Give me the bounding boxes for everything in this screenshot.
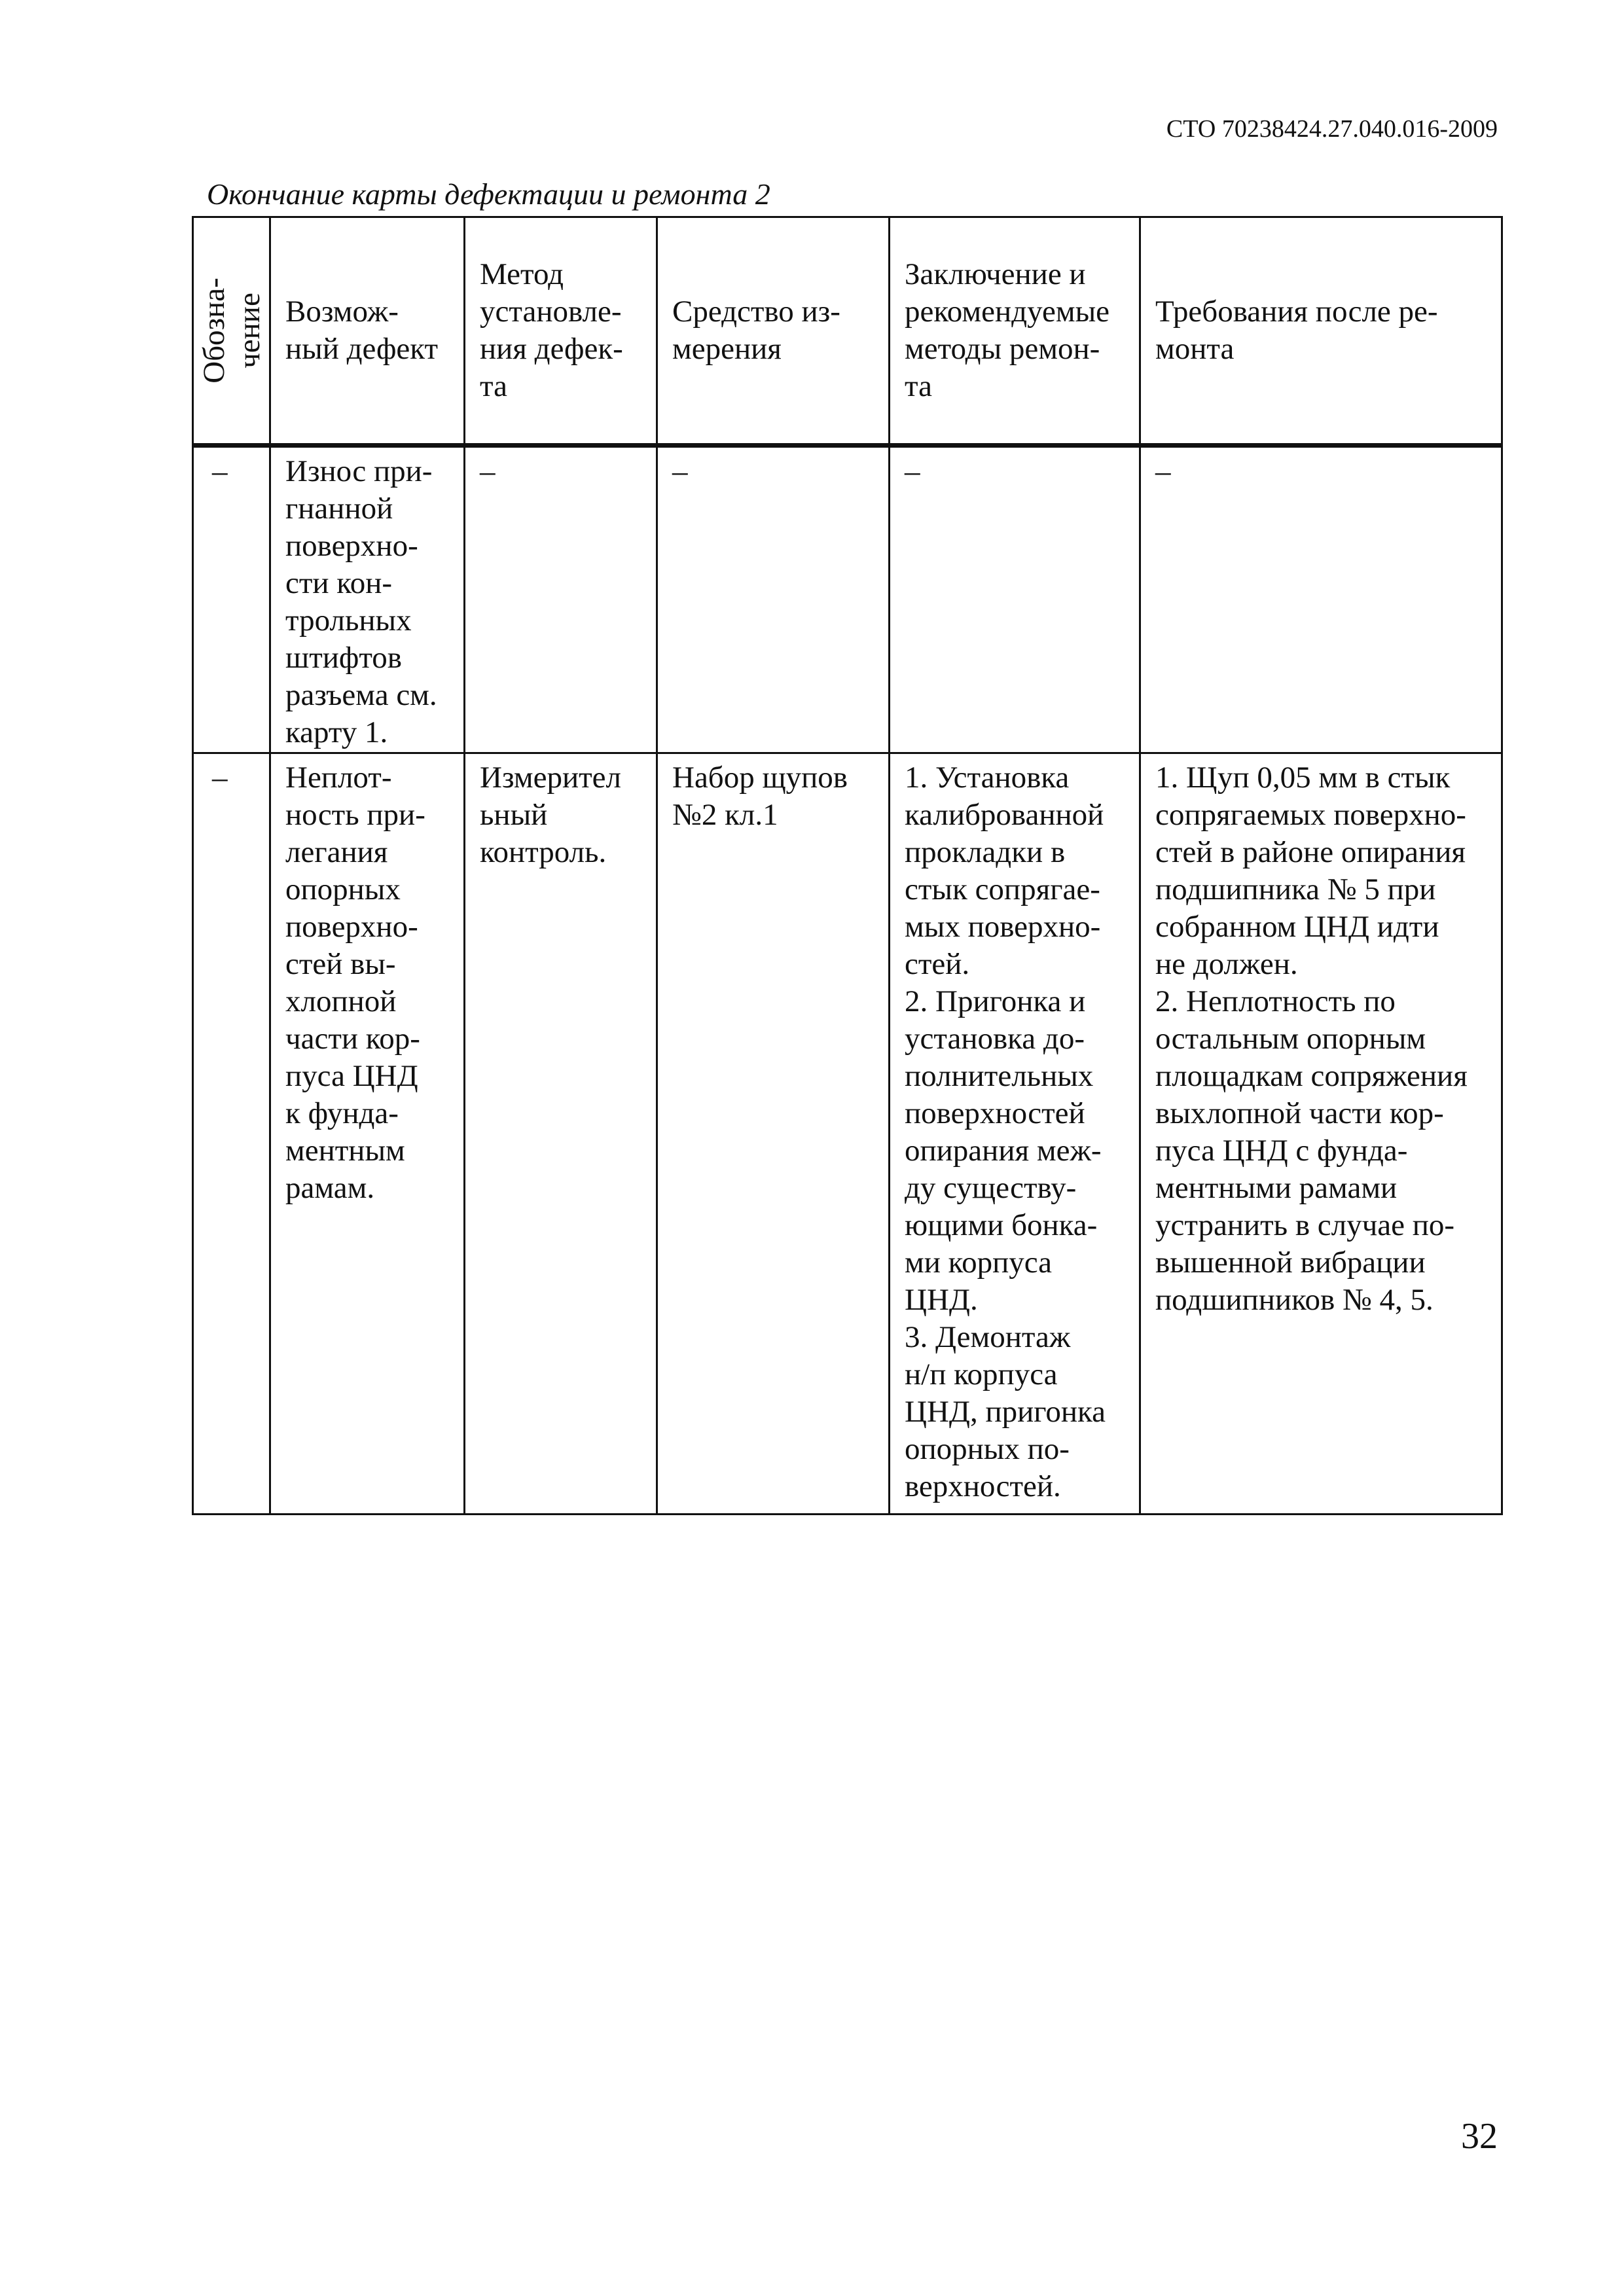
header-method: Метод установле- ния дефек- та	[465, 217, 657, 446]
cell-method: –	[465, 446, 657, 753]
document-code: СТО 70238424.27.040.016-2009	[1166, 115, 1498, 143]
cell-designation: –	[193, 446, 270, 753]
table-row	[193, 446, 1502, 753]
cell-requirements: 1. Щуп 0,05 мм в стык сопрягаемых поверхно- стей в районе опирания подшипника № 5 при собранном ЦНД идти не должен. 2. Неплотность по остальным опорным площадкам сопряжения выхлопной части кор- пуса ЦНД с фунда- ментными рамами устранить в случае по- вышенной вибрации подшипников № 4, 5.	[1140, 753, 1502, 1515]
header-requirements: Требования после ре- монта	[1140, 217, 1502, 446]
cell-defect: Износ при- гнанной поверхно- сти кон- трольных штифтов разъема см. карту 1.	[270, 446, 465, 753]
header-instrument: Средство из- мерения	[657, 217, 890, 446]
cell-defect: Неплот- ность при- легания опорных поверхно- стей вы- хлопной части кор- пуса ЦНД к фунда- ментным рамам.	[270, 753, 465, 1515]
cell-conclusion: –	[890, 446, 1140, 753]
cell-requirements: –	[1140, 446, 1502, 753]
cell-instrument: Набор щупов №2 кл.1	[657, 753, 890, 1515]
cell-designation: –	[193, 753, 270, 1515]
cell-conclusion: 1. Установка калиброванной прокладки в стык сопрягае- мых поверхно- стей. 2. Пригонка и установка до- полнительных поверхностей опирания меж- ду существу- ющими бонка- ми корпуса ЦНД. 3. Демонтаж н/п корпуса ЦНД, пригонка опорных по- верхностей.	[890, 753, 1140, 1515]
header-designation-label: Обозна- чение	[196, 278, 266, 384]
header-designation	[193, 217, 270, 446]
header-defect: Возмож- ный дефект	[270, 217, 465, 446]
defect-repair-table	[192, 216, 1503, 1515]
page-number: 32	[1461, 2116, 1498, 2157]
table-header-row	[193, 217, 1502, 446]
table-row	[193, 753, 1502, 1515]
cell-method: Измерител ьный контроль.	[465, 753, 657, 1515]
table-caption: Окончание карты дефектации и ремонта 2	[207, 177, 770, 211]
cell-instrument: –	[657, 446, 890, 753]
header-conclusion: Заключение и рекомендуемые методы ремон- та	[890, 217, 1140, 446]
